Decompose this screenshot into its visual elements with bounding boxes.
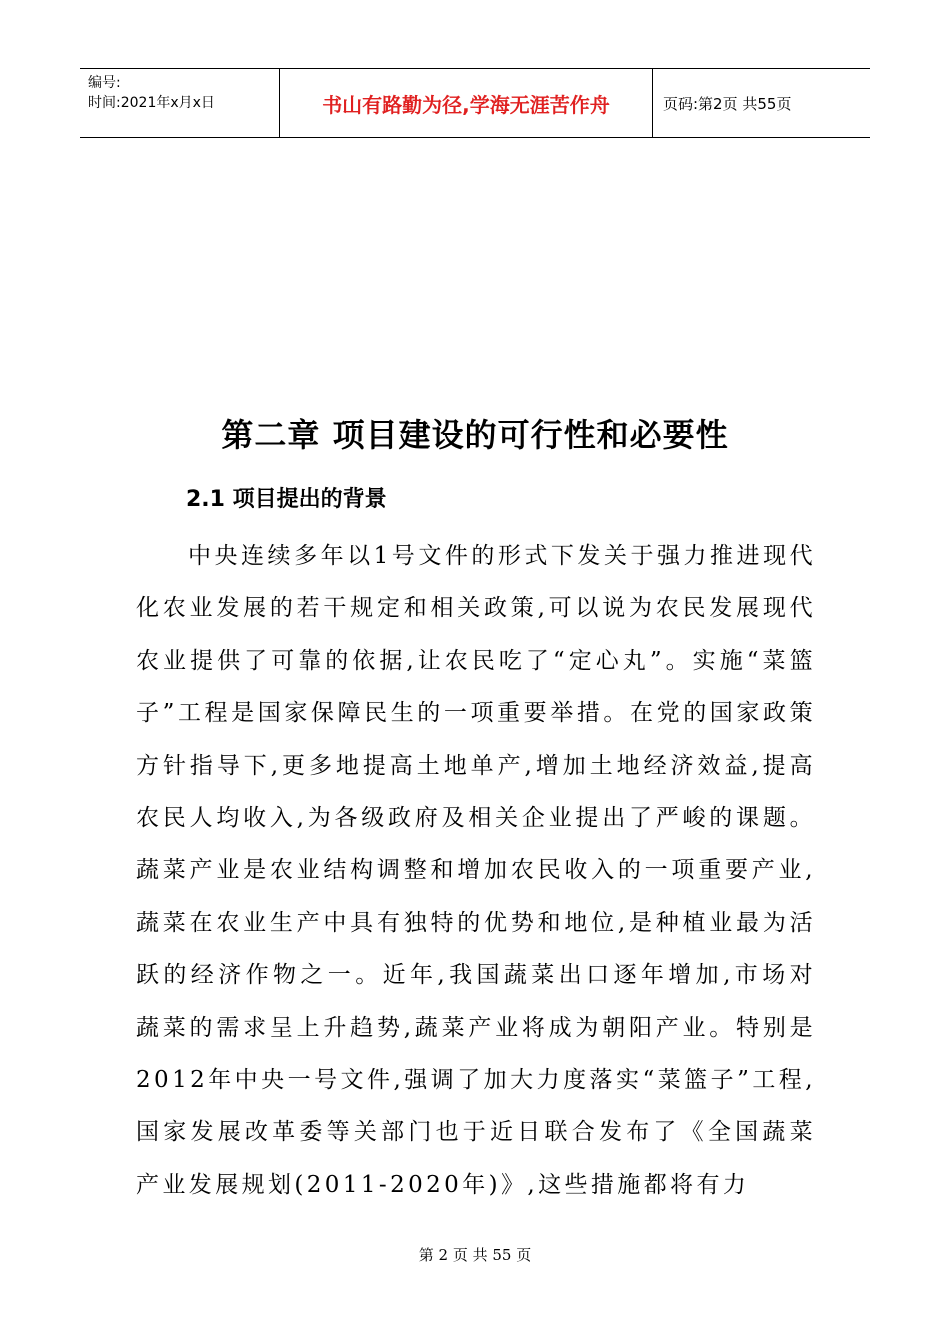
body-paragraph: 中央连续多年以1号文件的形式下发关于强力推进现代化农业发展的若干规定和相关政策,可以说为农民发展现代农业提供了可靠的依据,让农民吃了“定心丸”。实施“菜篮子”工程是国家保障民生的一项重要举措。在党的国家政策方针指导下,更多地提高土地单产,增加土地经济效益,提高农民人均收入,为各级政府及相关企业提出了严峻的课题。蔬菜产业是农业结构调整和增加农民收入的一项重要产业,蔬菜在农业生产中具有独特的优势和地位,是种植业最为活跃的经济作物之一。近年,我国蔬菜出口逐年增加,市场对蔬菜的需求呈上升趋势,蔬菜产业将成为朝阳产业。特别是2012年中央一号文件,强调了加大力度落实“菜篮子”工程,国家发展改革委等关部门也于近日联合发布了《全国蔬菜产业发展规划(2011-2020年)》,这些措施都将有力 bbox=[136, 543, 816, 1198]
header-motto: 书山有路勤为径,学海无涯苦作舟 bbox=[280, 69, 653, 137]
header-meta bbox=[80, 69, 280, 137]
chapter-title: 第二章 项目建设的可行性和必要性 bbox=[221, 416, 729, 454]
page-footer: 第 2 页 共 55 页 bbox=[418, 1246, 532, 1264]
time-label: 时间:2021年x月x日 bbox=[88, 95, 215, 111]
section-title: 2.1 项目提出的背景 bbox=[186, 487, 387, 512]
header-page-info: 页码:第2页 共55页 bbox=[663, 94, 792, 113]
page-header bbox=[80, 68, 870, 138]
serial-label: 编号: bbox=[88, 75, 121, 91]
